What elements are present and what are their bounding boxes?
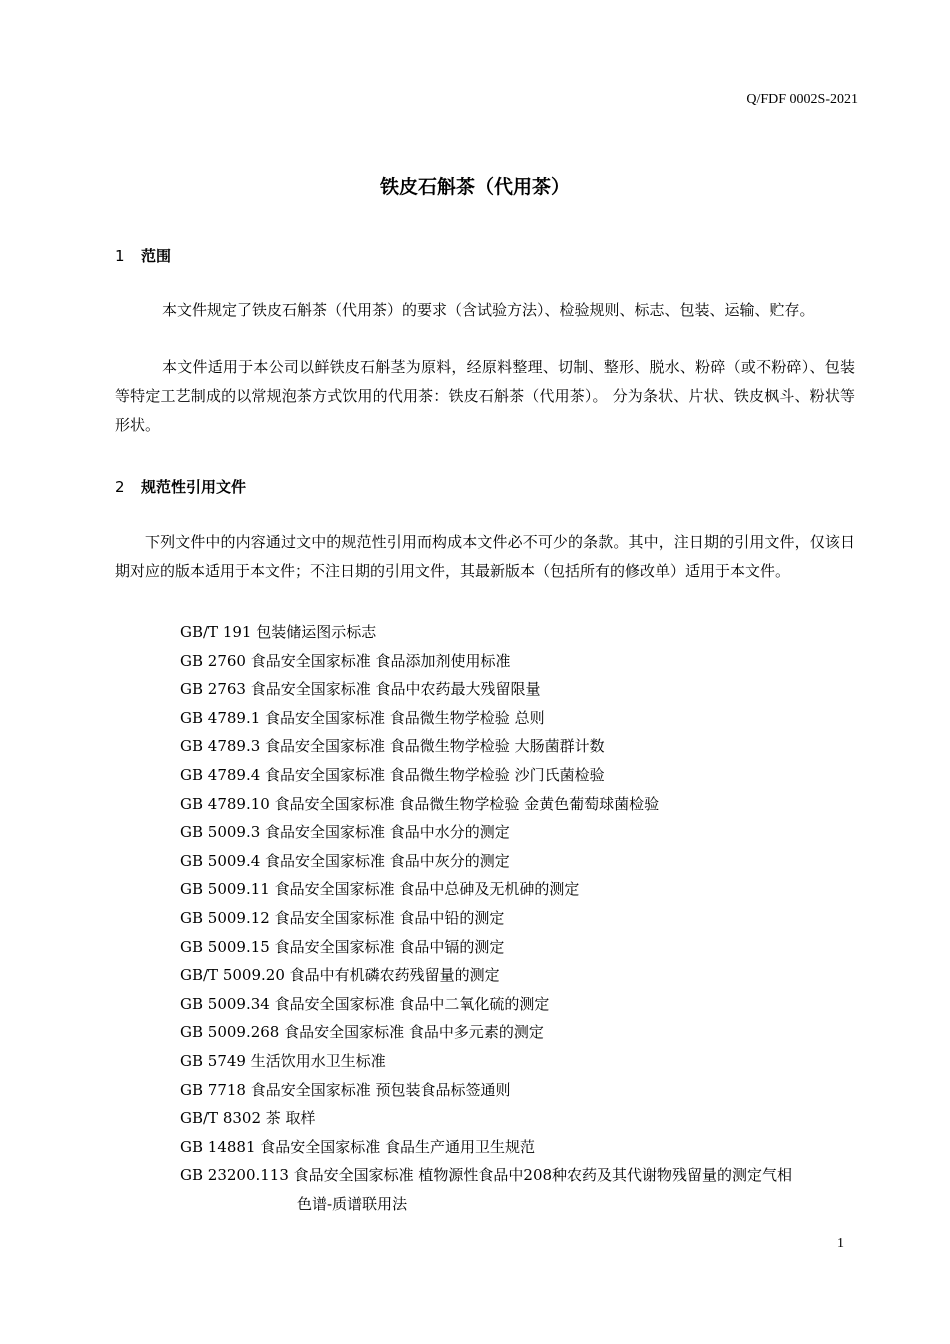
standard-code: Q/FDF 0002S-2021 [746, 92, 858, 107]
reference-item: GB 5749 生活饮用水卫生标准 [180, 1051, 386, 1070]
reference-item: GB 4789.10 食品安全国家标准 食品微生物学检验 金黄色葡萄球菌检验 [180, 794, 660, 813]
section-number: 1 [115, 247, 125, 265]
scope-paragraph-1: 本文件规定了铁皮石斛茶（代用茶）的要求（含试验方法）、检验规则、标志、包装、运输、贮存。 [162, 301, 815, 319]
reference-item: GB/T 8302 茶 取样 [180, 1109, 316, 1128]
reference-item: GB 2763 食品安全国家标准 食品中农药最大残留限量 [180, 680, 541, 699]
reference-item: GB 5009.3 食品安全国家标准 食品中水分的测定 [180, 823, 510, 842]
section-number: 2 [115, 478, 125, 496]
reference-item: GB 5009.34 食品安全国家标准 食品中二氧化硫的测定 [180, 994, 550, 1013]
reference-item: GB/T 191 包装储运图示标志 [180, 623, 377, 641]
reference-line-2: 色谱-质谱联用法 [297, 1194, 408, 1213]
reference-item: GB 5009.12 食品安全国家标准 食品中铅的测定 [180, 908, 505, 927]
references-intro-paragraph: 下列文件中的内容通过文中的规范性引用而构成本文件必不可少的条款。其中，注日期的引用文件，仅该日期对应的版本适用于本文件；不注日期的引用文件，其最新版本（包括所有的修改单）适用于本文件。 [115, 533, 855, 580]
section-title: 范围 [141, 247, 172, 265]
reference-item: GB 2760 食品安全国家标准 食品添加剂使用标准 [180, 651, 511, 670]
section-title: 规范性引用文件 [141, 478, 247, 496]
reference-item: GB 5009.15 食品安全国家标准 食品中镉的测定 [180, 937, 505, 956]
document-title: 铁皮石斛茶（代用茶） [379, 176, 570, 198]
reference-item: GB 5009.4 食品安全国家标准 食品中灰分的测定 [180, 851, 510, 870]
section-2-heading [115, 476, 246, 497]
scope-paragraph-2: 本文件适用于本公司以鲜铁皮石斛茎为原料，经原料整理、切制、整形、脱水、粉碎（或不粉碎）、包装等特定工艺制成的以常规泡茶方式饮用的代用茶：铁皮石斛茶（代用茶）。 分为条状、片状、铁皮枫斗、粉状等形状。 [115, 358, 855, 434]
section-1-heading [115, 245, 171, 266]
reference-item: GB/T 5009.20 食品中有机磷农药残留量的测定 [180, 966, 500, 985]
reference-list [180, 618, 850, 1218]
reference-item-multiline [180, 1161, 850, 1218]
reference-line-1: GB 23200.113 食品安全国家标准 植物源性食品中208种农药及其代谢物残留量的测定气相 [180, 1166, 793, 1185]
reference-item: GB 14881 食品安全国家标准 食品生产通用卫生规范 [180, 1137, 536, 1156]
reference-item: GB 4789.3 食品安全国家标准 食品微生物学检验 大肠菌群计数 [180, 737, 605, 756]
reference-item: GB 4789.4 食品安全国家标准 食品微生物学检验 沙门氏菌检验 [180, 765, 605, 784]
reference-item: GB 4789.1 食品安全国家标准 食品微生物学检验 总则 [180, 708, 545, 727]
reference-item: GB 7718 食品安全国家标准 预包装食品标签通则 [180, 1080, 511, 1099]
reference-item: GB 5009.11 食品安全国家标准 食品中总砷及无机砷的测定 [180, 880, 580, 899]
reference-item: GB 5009.268 食品安全国家标准 食品中多元素的测定 [180, 1023, 544, 1042]
page-number: 1 [837, 1236, 844, 1251]
